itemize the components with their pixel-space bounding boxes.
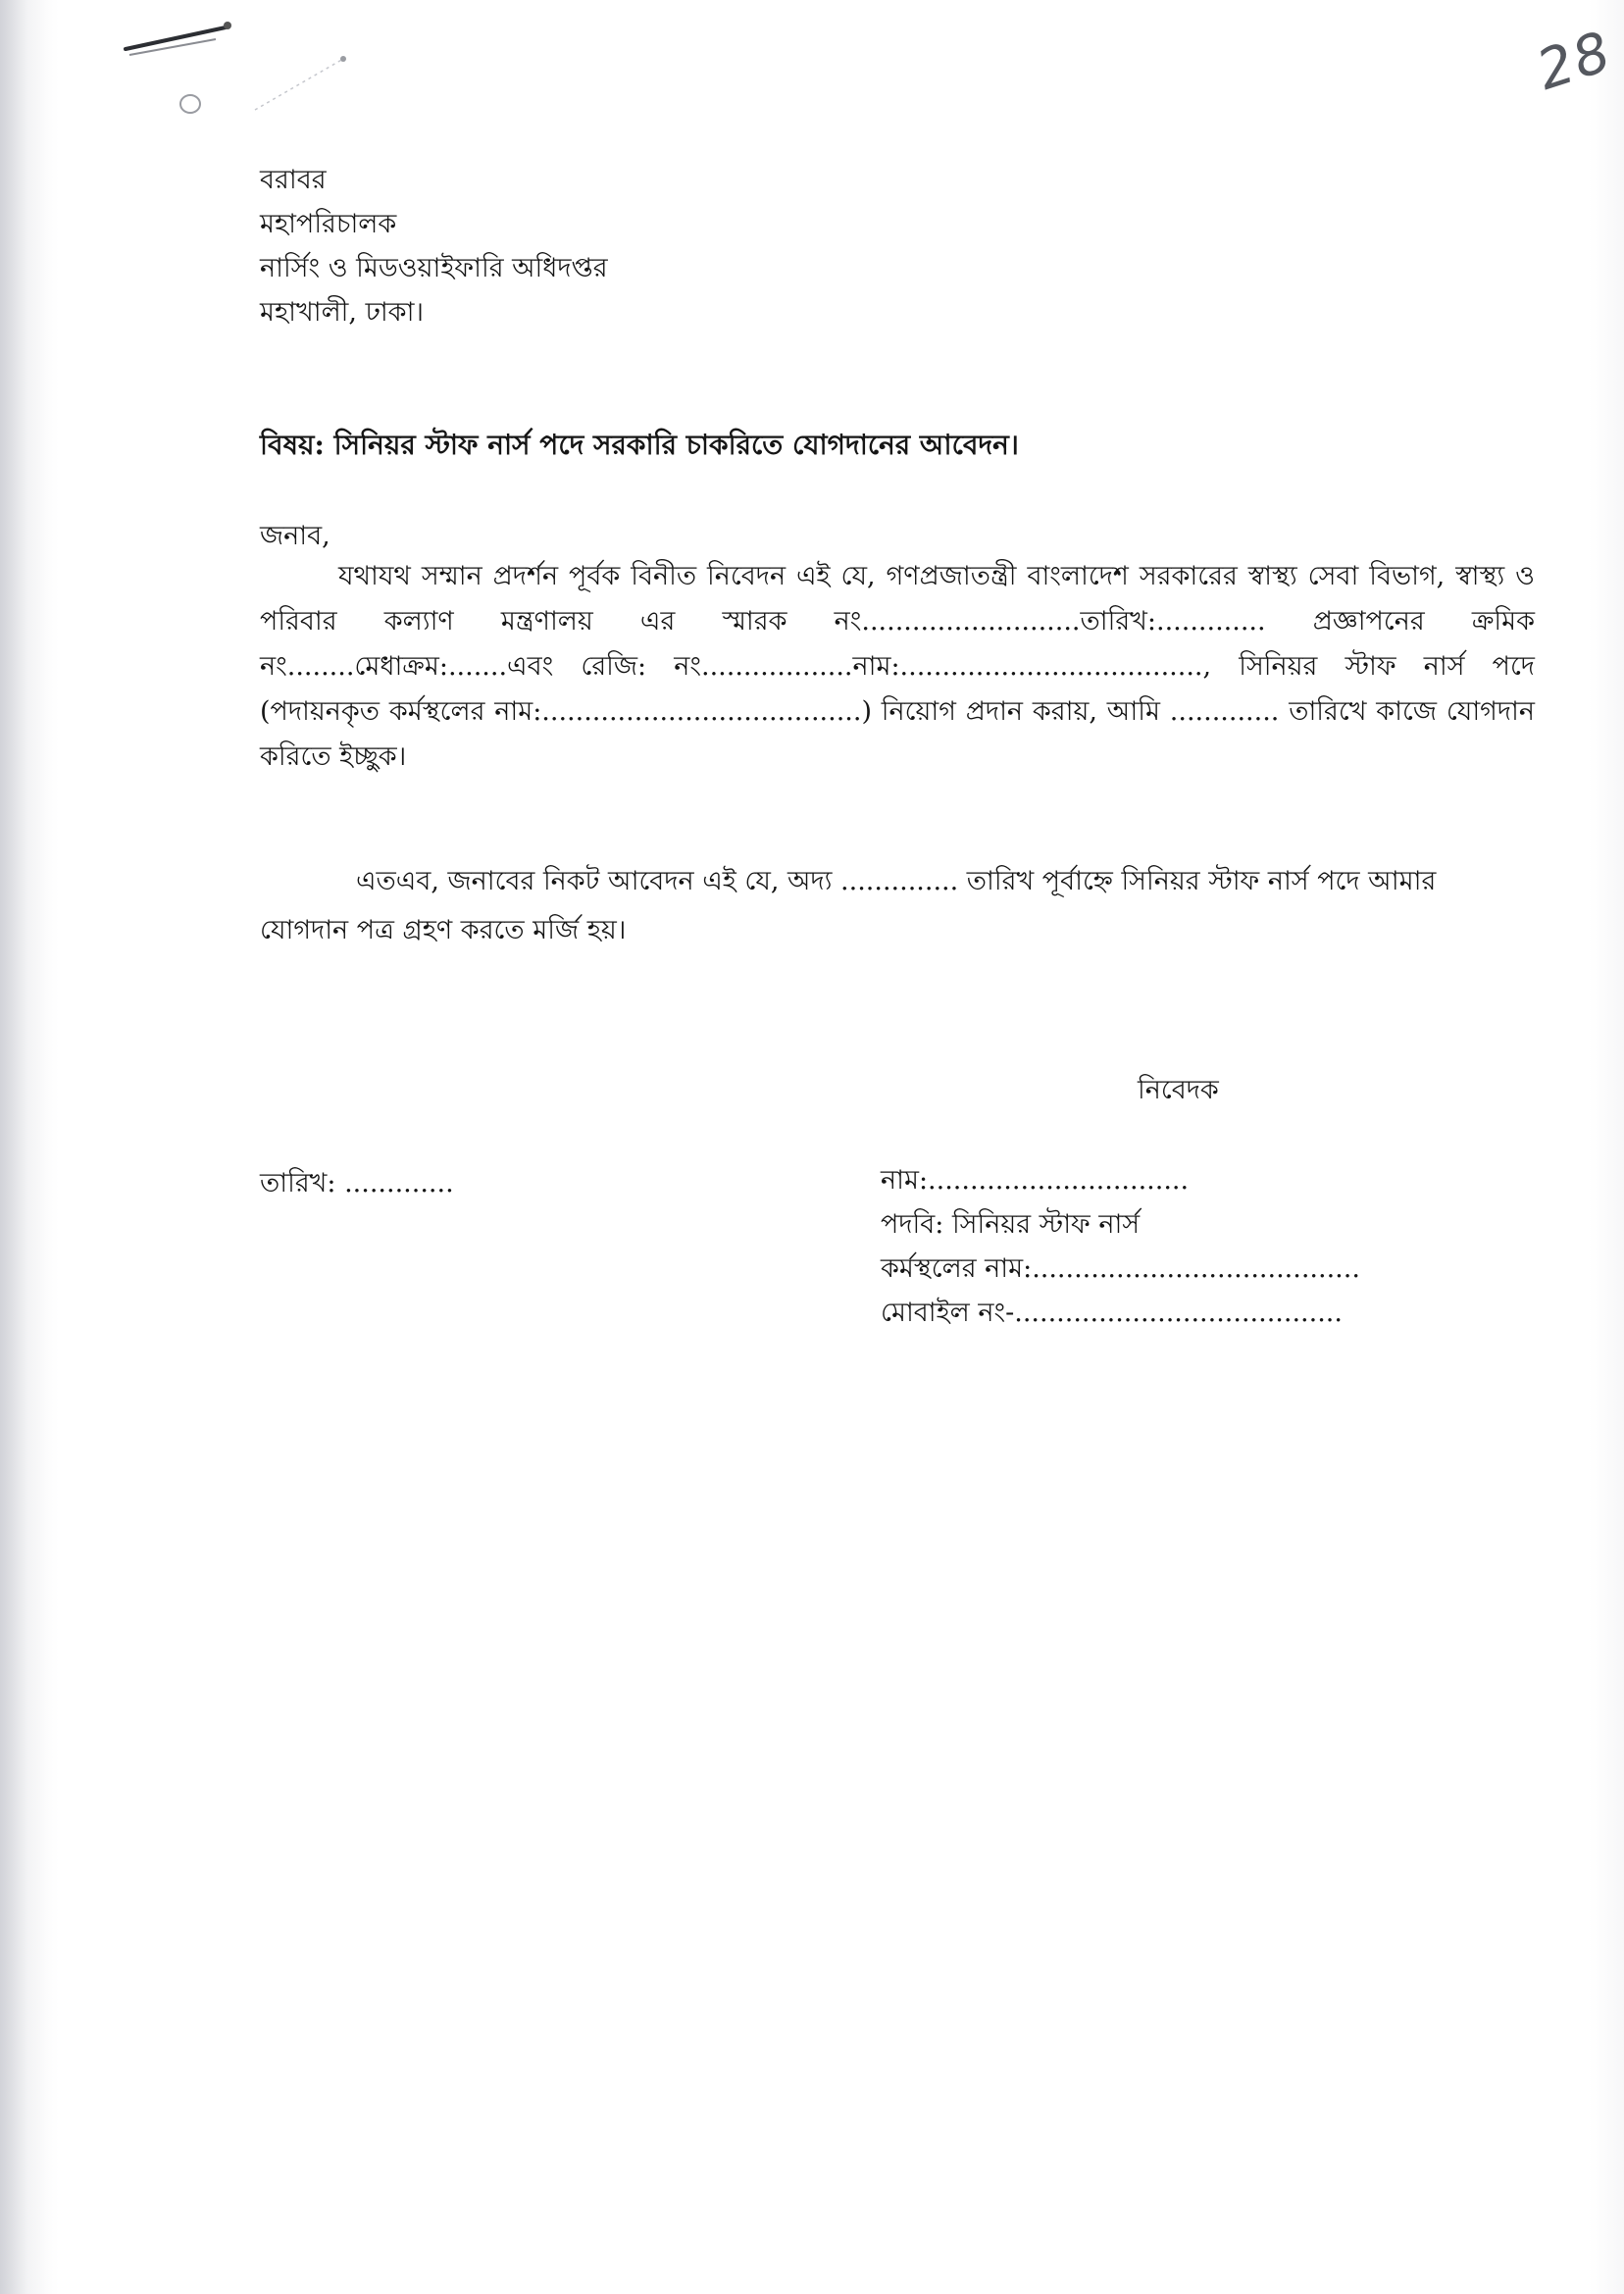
page-number: 28 bbox=[1529, 19, 1620, 104]
recipient-line-1: বরাবর bbox=[260, 165, 327, 195]
signer-designation-line: পদবি: সিনিয়র স্টাফ নার্স bbox=[881, 1209, 1141, 1240]
signer-block bbox=[881, 1159, 1360, 1336]
recipient-line-4: মহাখালী, ঢাকা। bbox=[260, 297, 425, 328]
binding-shadow bbox=[0, 0, 47, 2294]
signer-mobile-line: মোবাইল নং-....................................... bbox=[881, 1298, 1343, 1328]
staple-marks bbox=[108, 10, 363, 127]
salutation: জনাব, bbox=[260, 521, 330, 551]
signer-name-line: নাম:............................... bbox=[881, 1165, 1190, 1196]
signer-workplace-line: কর্মস্থলের নাম:....................................... bbox=[881, 1253, 1360, 1284]
recipient-line-3: নার্সিং ও মিডওয়াইফারি অধিদপ্তর bbox=[260, 253, 608, 283]
date-line: তারিখ: ............. bbox=[260, 1168, 454, 1198]
recipient-address bbox=[260, 159, 608, 335]
recipient-line-2: মহাপরিচালক bbox=[260, 209, 397, 239]
body-paragraph: যথাযথ সম্মান প্রদর্শন পূর্বক বিনীত নিবেদন এই যে, গণপ্রজাতন্ত্রী বাংলাদেশ সরকারের স্বাস্থ্য সেবা বিভাগ, স্বাস্থ্য ও পরিবার কল্যাণ মন্ত্রণালয় এর স্মারক নং..........................তারিখ:............. প্রজ্ঞাপনের ক্রমিক নং........মেধাক্রম:.......এবং রেজি: নং..................নাম:...................................., সিনিয়র স্টাফ নার্স পদে (পদায়নকৃত কর্মস্থলের নাম:......................................) নিয়োগ প্রদান করায়, আমি ............. তারিখে কাজে যোগদান করিতে ইচ্ছুক। bbox=[260, 561, 1535, 772]
signer-label: নিবেদক bbox=[1138, 1075, 1219, 1105]
subject-line: বিষয়: সিনিয়র স্টাফ নার্স পদে সরকারি চাকরিতে যোগদানের আবেদন। bbox=[260, 429, 1019, 461]
closing-paragraph: এতএব, জনাবের নিকট আবেদন এই যে, অদ্য .............. তারিখ পূর্বাহ্নে সিনিয়র স্টাফ নার্স পদে আমার যোগদান পত্র গ্রহণ করতে মর্জি হয়। bbox=[260, 866, 1437, 945]
